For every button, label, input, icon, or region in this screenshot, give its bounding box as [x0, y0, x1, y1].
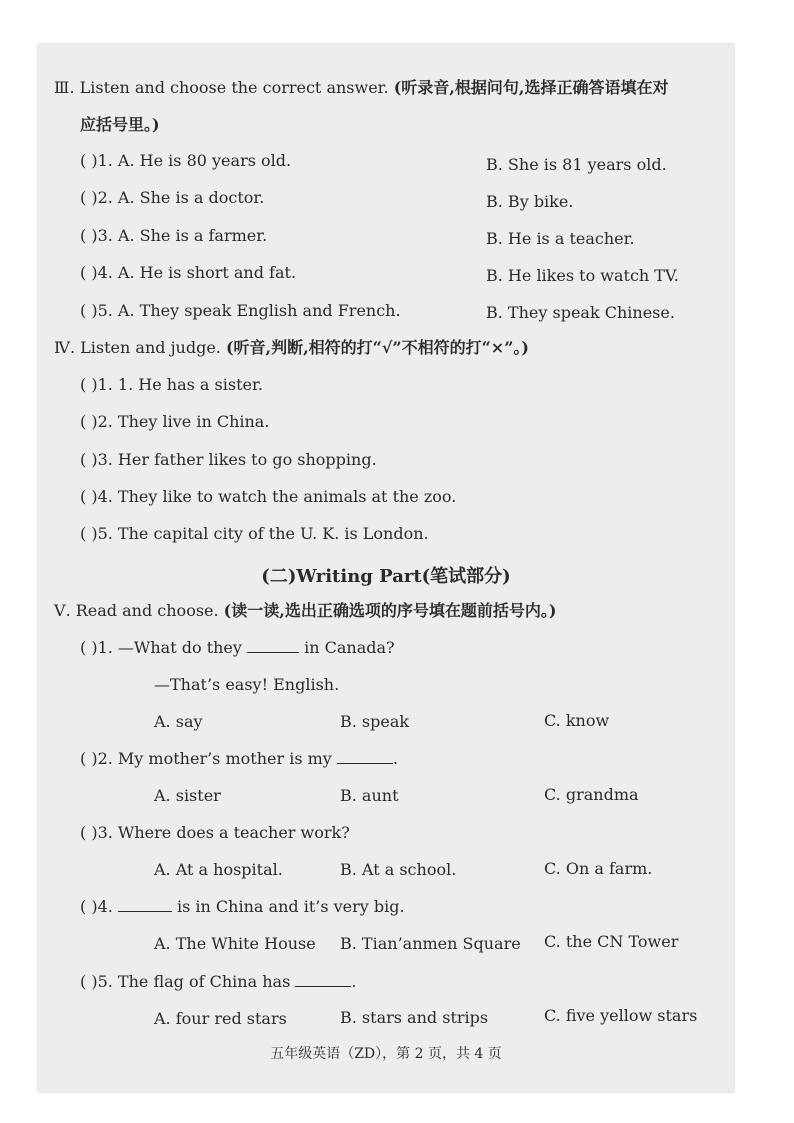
s5-q2-stem-end: .	[392, 749, 399, 768]
section3-title-en: . Listen and choose the correct answer.	[69, 78, 394, 97]
s3-q4-bracket: ( )4.	[80, 263, 118, 282]
section3-heading-cont	[80, 115, 160, 135]
s4-q3-text: Her father likes to go shopping.	[117, 450, 377, 469]
s5-q3-option-a: A. At a hospital.	[154, 860, 283, 879]
s4-q5-bracket: ( )5.	[80, 524, 118, 543]
s3-q2-option-a: A. She is a doctor.	[117, 188, 265, 207]
exam-page	[38, 44, 734, 1092]
section4-title-en: . Listen and judge.	[69, 338, 226, 357]
section4-title-cn: (听音,判断,相符的打“√”不相符的打“×”。)	[225, 338, 529, 357]
s4-question-2	[80, 412, 269, 432]
s5-q3-bracket: ( )3.	[80, 823, 118, 842]
s4-q4-text: They like to watch the animals at the zoo.	[117, 487, 457, 506]
s3-question-2	[80, 188, 264, 208]
s5-question-4	[80, 897, 405, 917]
section3-heading	[54, 78, 668, 98]
s4-question-3	[80, 450, 377, 470]
s5-q2-blank	[337, 749, 393, 764]
s5-q1-option-b: B. speak	[340, 712, 410, 731]
s4-q2-bracket: ( )2.	[80, 412, 118, 431]
s5-q3-option-b: B. At a school.	[340, 860, 457, 879]
s5-q1-stem-start: —What do they	[117, 638, 248, 657]
s3-q2-bracket: ( )2.	[80, 188, 118, 207]
s4-q3-bracket: ( )3.	[80, 450, 118, 469]
s3-question-5	[80, 301, 401, 321]
s3-q3-option-b: B. He is a teacher.	[486, 229, 635, 248]
s5-question-1	[80, 638, 395, 658]
s3-q3-option-a: A. She is a farmer.	[117, 226, 268, 245]
s3-question-1	[80, 151, 291, 171]
section4-heading	[54, 338, 529, 358]
s5-q2-option-c: C. grandma	[544, 785, 639, 804]
s5-q5-option-a: A. four red stars	[154, 1009, 287, 1028]
s4-q2-text: They live in China.	[117, 412, 270, 431]
page-footer: 五年级英语（ZD），第 2 页，共 4 页	[270, 1046, 502, 1062]
s5-q4-stem: is in China and it’s very big.	[171, 897, 405, 916]
s5-q4-bracket: ( )4.	[80, 897, 118, 916]
s4-question-5	[80, 524, 429, 544]
s5-q5-bracket: ( )5.	[80, 972, 118, 991]
s3-q5-option-b: B. They speak Chinese.	[486, 303, 675, 322]
s5-q2-bracket: ( )2.	[80, 749, 118, 768]
s5-q1-blank	[247, 638, 299, 653]
s4-q1-text: 1. He has a sister.	[117, 375, 263, 394]
s5-question-2	[80, 749, 398, 769]
s5-q5-option-c: C. five yellow stars	[544, 1006, 698, 1025]
s5-q4-option-c: C. the CN Tower	[544, 932, 679, 951]
s5-question-3	[80, 823, 350, 843]
s5-question-5	[80, 972, 356, 992]
s3-question-3	[80, 226, 267, 246]
section5-heading	[54, 601, 556, 621]
section5-title-cn: (读一读,选出正确选项的序号填在题前括号内。)	[223, 601, 557, 620]
s4-q1-bracket: ( )1.	[80, 375, 118, 394]
section5-title-en: . Read and choose.	[65, 601, 224, 620]
s3-q4-option-b: B. He likes to watch TV.	[486, 266, 679, 285]
s5-q5-option-b: B. stars and strips	[340, 1008, 489, 1027]
s4-question-4	[80, 487, 456, 507]
s5-q2-stem-start: My mother’s mother is my	[117, 749, 337, 768]
s3-q1-option-b: B. She is 81 years old.	[486, 155, 667, 174]
s5-q1-option-a: A. say	[154, 712, 203, 731]
s5-q3-option-c: C. On a farm.	[544, 859, 653, 878]
section3-title-cn-cont: 应括号里。)	[80, 115, 160, 134]
s5-q2-option-b: B. aunt	[340, 786, 399, 805]
s3-q4-option-a: A. He is short and fat.	[117, 263, 297, 282]
writing-part-title: (二)Writing Part(笔试部分)	[261, 566, 511, 587]
s5-q5-stem-start: The flag of China has	[117, 972, 296, 991]
s5-q1-option-c: C. know	[544, 711, 610, 730]
s5-q2-option-a: A. sister	[154, 786, 221, 805]
s5-q1-line2: —That’s easy! English.	[154, 675, 340, 694]
s3-q5-bracket: ( )5.	[80, 301, 118, 320]
s3-q5-option-a: A. They speak English and French.	[117, 301, 401, 320]
s4-question-1	[80, 375, 263, 395]
s4-q5-text: The capital city of the U. K. is London.	[117, 524, 429, 543]
s5-q1-stem-end: in Canada?	[299, 638, 395, 657]
s5-q4-blank	[118, 897, 172, 912]
s3-q1-option-a: A. He is 80 years old.	[117, 151, 292, 170]
s3-q2-option-b: B. By bike.	[486, 192, 574, 211]
section3-roman: Ⅲ	[54, 78, 70, 97]
s5-q5-stem-end: .	[351, 972, 357, 991]
s5-q4-option-a: A. The White House	[154, 934, 316, 953]
section5-roman: Ⅴ	[54, 601, 66, 620]
s3-q3-bracket: ( )3.	[80, 226, 118, 245]
s3-question-4	[80, 263, 296, 283]
s3-q1-bracket: ( )1.	[80, 151, 118, 170]
section4-roman: Ⅳ	[54, 338, 70, 357]
s5-q3-stem: Where does a teacher work?	[117, 823, 350, 842]
s4-q4-bracket: ( )4.	[80, 487, 118, 506]
section3-title-cn: (听录音,根据问句,选择正确答语填在对	[393, 78, 669, 97]
s5-q1-bracket: ( )1.	[80, 638, 118, 657]
s5-q4-option-b: B. Tian’anmen Square	[340, 934, 521, 953]
s5-q5-blank	[295, 972, 351, 987]
